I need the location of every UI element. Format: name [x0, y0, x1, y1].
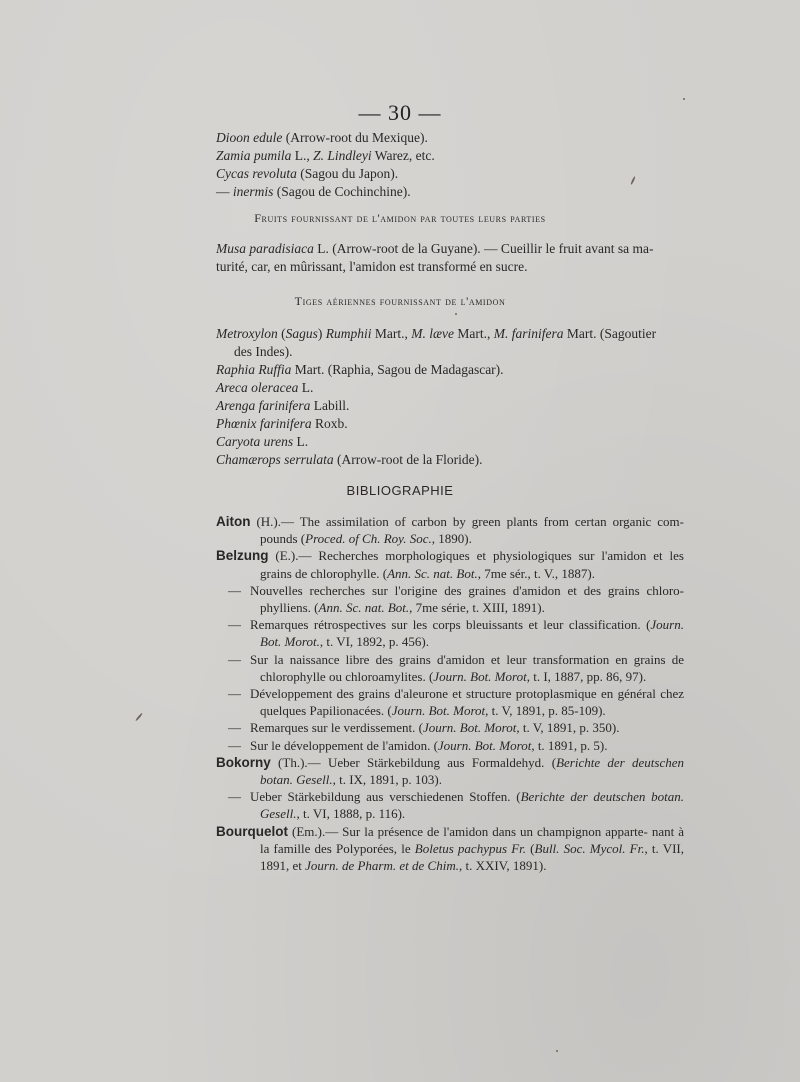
section-heading-tiges: Tiges aériennes fournissant de l'amidon — [294, 294, 506, 308]
list-item: Cycas revoluta (Sagou du Japon). — [216, 166, 399, 181]
list-item-continuation: des Indes). — [234, 344, 293, 359]
author-name: Bokorny — [216, 754, 271, 770]
list-item: — inermis (Sagou de Cochinchine). — [216, 184, 411, 199]
section-heading-fruits: Fruits fournissant de l'amidon par toutes leurs parties — [254, 211, 546, 225]
bib-subentry: — Ueber Stärkebildung aus verschiedenen Stoffen. (Berichte der deutschen botan. Gesell., t. VI, 1888, p. 116). — [228, 789, 685, 822]
author-name: Bourquelot — [216, 823, 288, 839]
bib-subentry: — Sur le développement de l'amidon. (Journ. Bot. Morot, t. 1891, p. 5). — [228, 737, 608, 753]
bib-entry-bourquelot: Bourquelot (Em.).— Sur la présence de l'amidon dans un champignon apparte- nant à la famille des Polyporées, le Boletus pachypus Fr. (Bull. Soc. Mycol. Fr., t. VII, 1891, et Journ. de Pharm. et de Chim., t. XXIV, 1891). — [216, 823, 685, 874]
scan-speck — [455, 313, 457, 315]
bib-subentry: — Remarques sur le verdissement. (Journ. Bot. Morot, t. V, 1891, p. 350). — [228, 720, 620, 736]
list-item: Metroxylon (Sagus) Rumphii Mart., M. læve Mart., M. farinifera Mart. (Sagoutier — [216, 326, 657, 341]
bib-subentry: — Développement des grains d'aleurone et structure protoplasmique en général chez quelques Papilionacées. (Journ. Bot. Morot, t. V, 1891, p. 85-109). — [228, 686, 684, 719]
page-number: — 30 — — [358, 100, 442, 125]
list-item: Arenga farinifera Labill. — [216, 398, 350, 413]
bib-subentry: — Nouvelles recherches sur l'origine des graines d'amidon et des grains chloro- phylliens. (Ann. Sc. nat. Bot., 7me série, t. XIII, 1891). — [228, 582, 684, 616]
list-item: Dioon edule (Arrow-root du Mexique). — [216, 130, 428, 145]
list-item: Raphia Ruffia Mart. (Raphia, Sagou de Madagascar). — [216, 362, 504, 377]
author-name: Belzung — [216, 548, 269, 564]
bib-entry-bokorny: Bokorny (Th.).— Ueber Stärkebildung aus Formaldehyd. (Berichte der deutschen botan. Gesell., t. IX, 1891, p. 103). — [216, 754, 684, 788]
list-item-continuation: turité, car, en mûrissant, l'amidon est transformé en sucre. — [216, 259, 528, 274]
list-item: Phœnix farinifera Roxb. — [216, 416, 348, 431]
scan-speck — [556, 1050, 558, 1052]
bibliography-list — [216, 513, 684, 874]
bib-subentry: — Sur la naissance libre des grains d'amidon et leur transformation en grains de chlorophylle ou chloroamylites. (Journ. Bot. Morot, t. I, 1887, pp. 86, 97). — [228, 651, 685, 684]
section-tiges-body — [216, 325, 680, 469]
scan-mark — [135, 713, 143, 722]
bib-entry-belzung: Belzung (E.).— Recherches morphologiques et physiologiques sur l'amidon et les grains de chlorophylle. (Ann. Sc. nat. Bot., 7me sér., t. V., 1887). — [216, 548, 684, 581]
scan-speck — [683, 98, 685, 100]
list-item: Musa paradisiaca L. (Arrow-root de la Guyane). — Cueillir le fruit avant sa ma- — [216, 241, 654, 256]
list-item: Zamia pumila L., Z. Lindleyi Warez, etc. — [216, 148, 435, 163]
intro-species-list — [216, 129, 680, 201]
list-item: Chamærops serrulata (Arrow-root de la Floride). — [216, 452, 483, 467]
bib-entry-aiton: Aiton (H.).— The assimilation of carbon by green plants from certan organic com- pounds (Proced. of Ch. Roy. Soc., 1890). — [216, 514, 684, 547]
author-name: Aiton — [216, 514, 251, 529]
list-item: Areca oleracea L. — [216, 380, 314, 395]
list-item: Caryota urens L. — [216, 434, 309, 449]
bibliography-title: BIBLIOGRAPHIE — [346, 483, 454, 498]
bib-subentry: — Remarques rétrospectives sur les corps bleuissants et leur classification. (Journ. Bot. Morot., t. VI, 1892, p. 456). — [228, 617, 684, 650]
section-fruits-body — [216, 240, 680, 276]
